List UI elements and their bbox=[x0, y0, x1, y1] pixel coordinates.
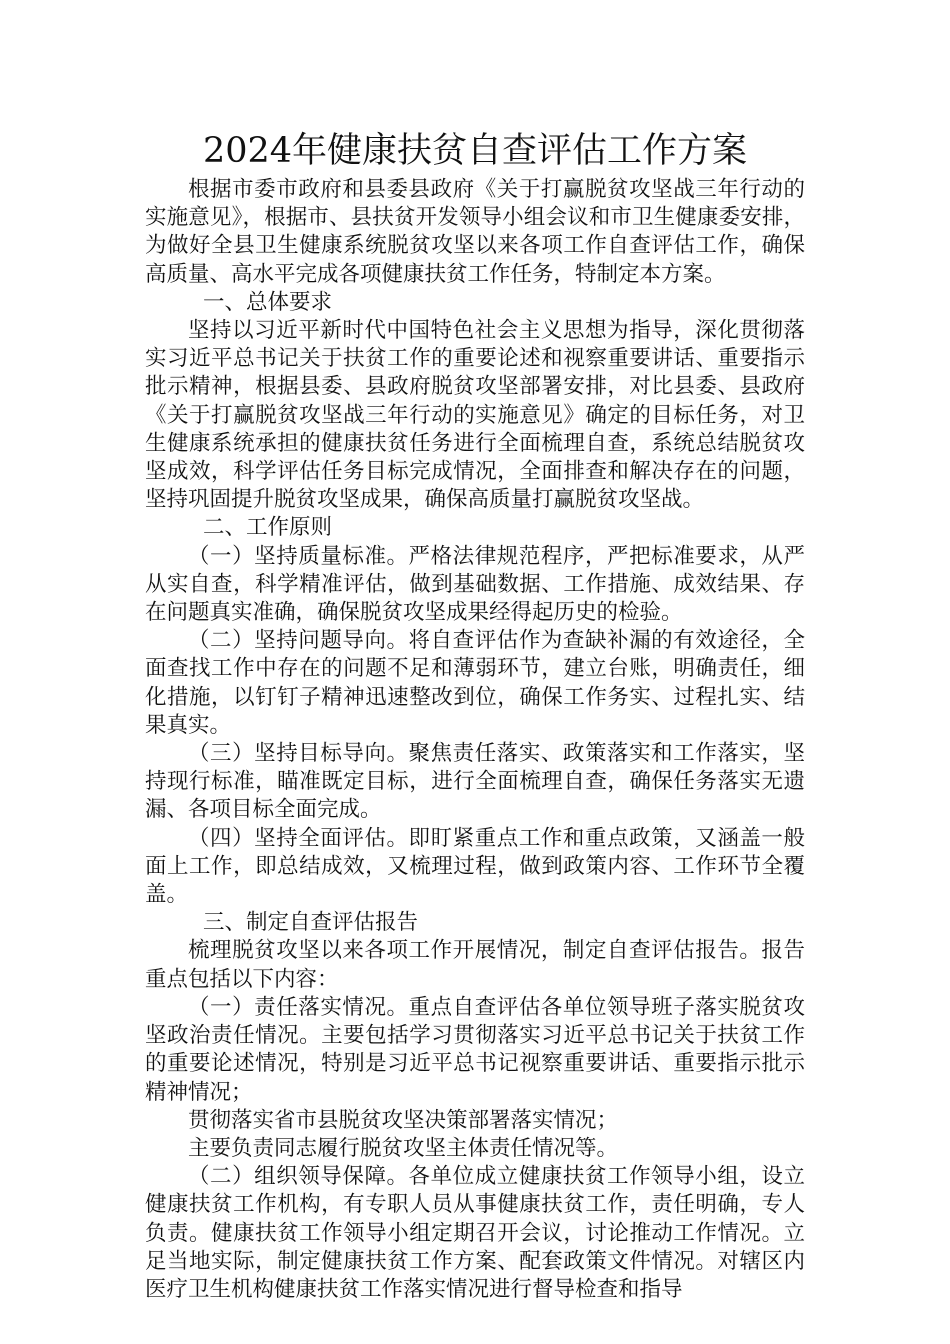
body-paragraph: （三）坚持目标导向。聚焦责任落实、政策落实和工作落实，坚持现行标准，瞄准既定目标，进行全面梳理自查，确保任务落实无遗漏、各项目标全面完成。 bbox=[145, 741, 805, 823]
document-title: 2024年健康扶贫自查评估工作方案 bbox=[202, 131, 748, 171]
body-paragraph: （二）组织领导保障。各单位成立健康扶贫工作领导小组，设立健康扶贫工作机构，有专职人员从事健康扶贫工作，责任明确，专人负责。健康扶贫工作领导小组定期召开会议，讨论推动工作情况。立足当地实际，制定健康扶贫工作方案、配套政策文件情况。对辖区内医疗卫生机构健康扶贫工作落实情况进行督导检查和指导 bbox=[145, 1164, 805, 1302]
section-heading: 一、总体要求 bbox=[203, 289, 333, 315]
body-paragraph: 主要负责同志履行脱贫攻坚主体责任情况等。 bbox=[188, 1135, 619, 1161]
body-paragraph: 贯彻落实省市县脱贫攻坚决策部署落实情况； bbox=[188, 1107, 619, 1133]
body-paragraph: （二）坚持问题导向。将自查评估作为查缺补漏的有效途径，全面查找工作中存在的问题不足和薄弱环节，建立台账，明确责任，细化措施，以钉钉子精神迅速整改到位，确保工作务实、过程扎实、结果真实。 bbox=[145, 628, 805, 738]
body-paragraph: 坚持以习近平新时代中国特色社会主义思想为指导，深化贯彻落实习近平总书记关于扶贫工作的重要论述和视察重要讲话、重要指示批示精神，根据县委、县政府脱贫攻坚部署安排，对比县委、县政府《关于打赢脱贫攻坚战三年行动的实施意见》确定的目标任务，对卫生健康系统承担的健康扶贫任务进行全面梳理自查，系统总结脱贫攻坚成效，科学评估任务目标完成情况，全面排查和解决存在的问题，坚持巩固提升脱贫攻坚成果，确保高质量打赢脱贫攻坚战。 bbox=[145, 318, 805, 513]
body-paragraph: （一）责任落实情况。重点自查评估各单位领导班子落实脱贫攻坚政治责任情况。主要包括学习贯彻落实习近平总书记关于扶贫工作的重要论述情况，特别是习近平总书记视察重要讲话、重要指示批示精神情况； bbox=[145, 994, 805, 1105]
body-paragraph: 梳理脱贫攻坚以来各项工作开展情况，制定自查评估报告。报告重点包括以下内容： bbox=[145, 938, 805, 992]
body-paragraph: 根据市委市政府和县委县政府《关于打赢脱贫攻坚战三年行动的实施意见》，根据市、县扶贫开发领导小组会议和市卫生健康委安排，为做好全县卫生健康系统脱贫攻坚以来各项工作自查评估工作，确保高质量、高水平完成各项健康扶贫工作任务，特制定本方案。 bbox=[145, 177, 805, 287]
body-paragraph: （一）坚持质量标准。严格法律规范程序，严把标准要求，从严从实自查，科学精准评估，做到基础数据、工作措施、成效结果、存在问题真实准确，确保脱贫攻坚成果经得起历史的检验。 bbox=[145, 543, 805, 626]
section-heading: 二、工作原则 bbox=[203, 515, 333, 541]
document-body bbox=[145, 176, 805, 1304]
body-paragraph: （四）坚持全面评估。即盯紧重点工作和重点政策，又涵盖一般面上工作，即总结成效，又梳理过程，做到政策内容、工作环节全覆盖。 bbox=[145, 825, 805, 908]
section-heading: 三、制定自查评估报告 bbox=[203, 910, 419, 936]
